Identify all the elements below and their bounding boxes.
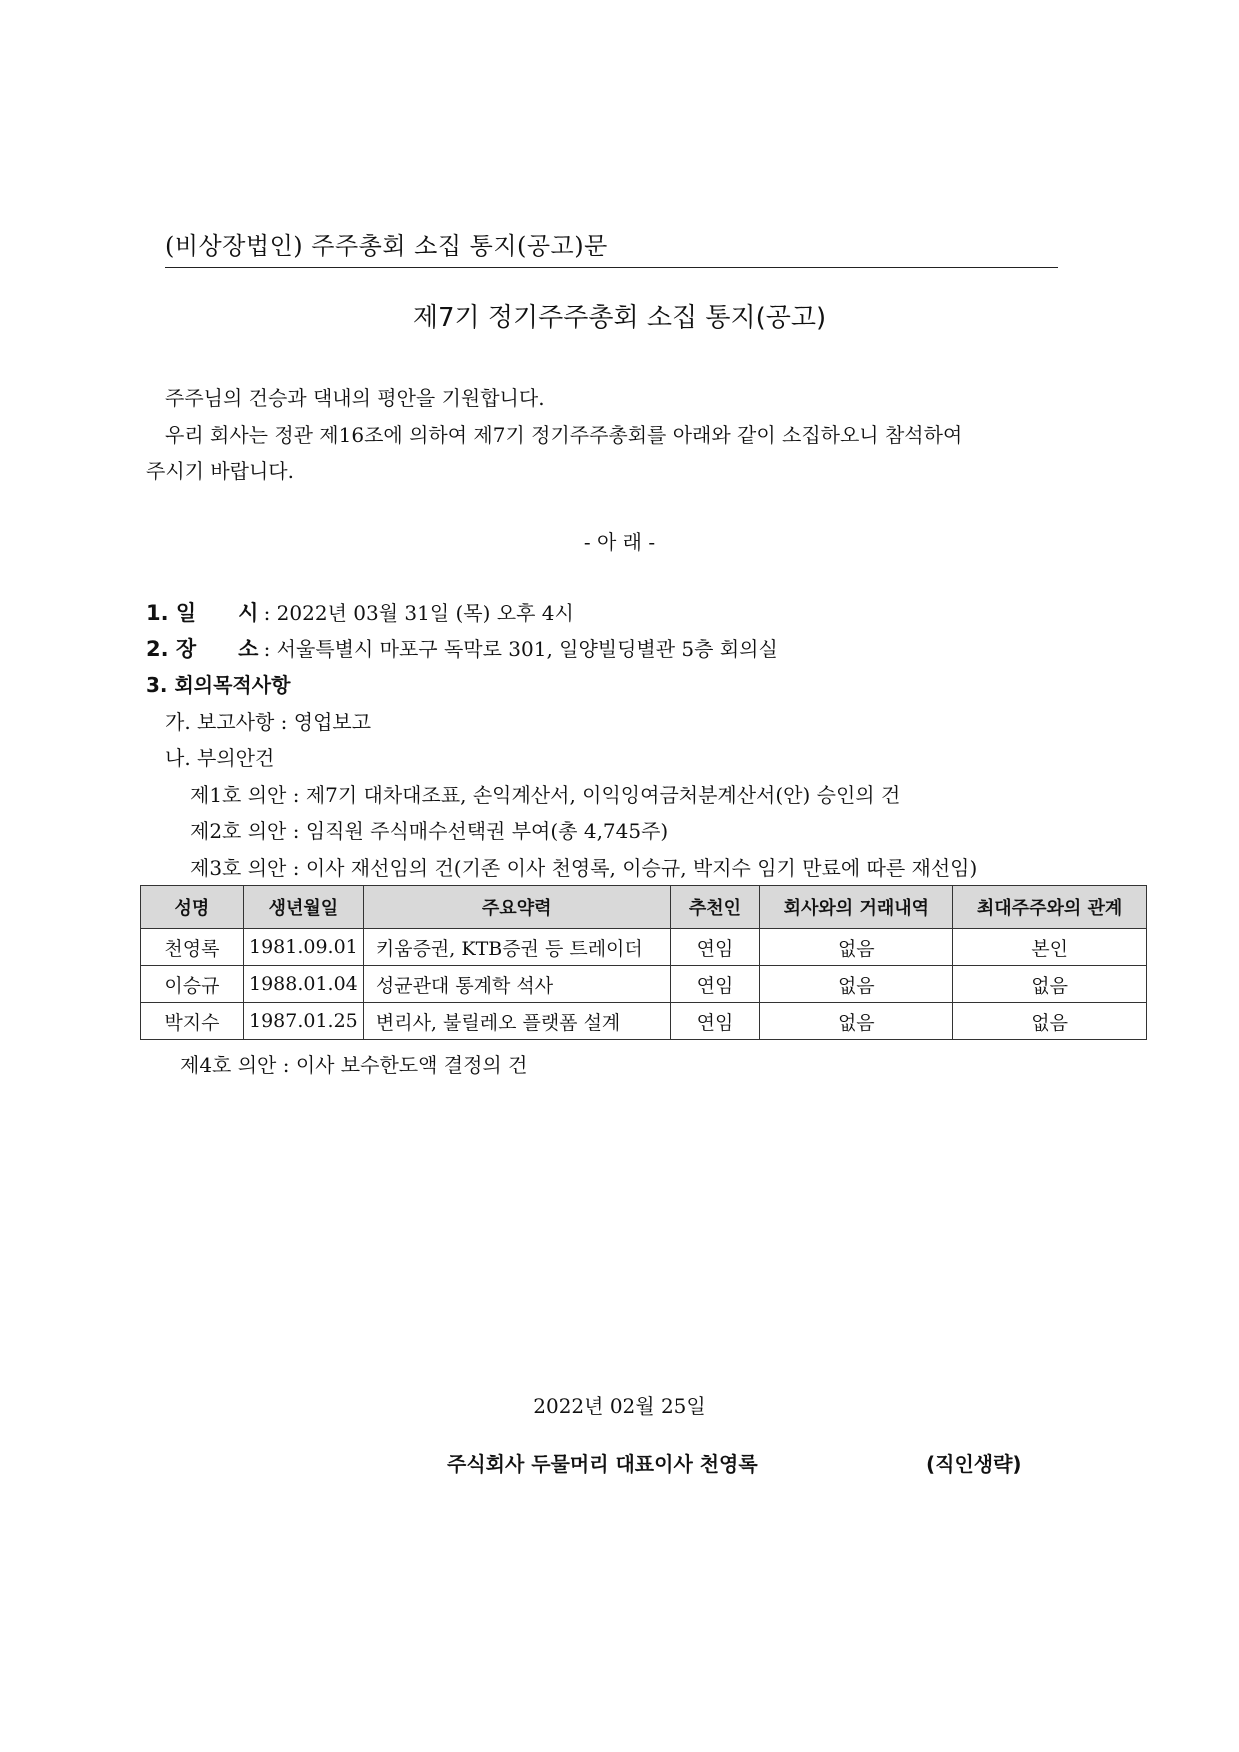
resolution-heading: 나. 부의안건 (165, 746, 275, 770)
item-date-label: 1. 일 시 (146, 601, 259, 625)
table-row (141, 1003, 1147, 1040)
cell-transactions: 없음 (760, 929, 953, 966)
report-item: 가. 보고사항 : 영업보고 (165, 710, 372, 734)
cell-birthdate: 1988.01.04 (243, 966, 363, 1003)
cell-recommender: 연임 (670, 929, 760, 966)
col-header-recommender: 추천인 (670, 886, 760, 929)
col-header-career: 주요약력 (363, 886, 670, 929)
table-row (141, 929, 1147, 966)
intro-line-1: 주주님의 건승과 댁내의 평안을 기원합니다. (165, 386, 545, 410)
item-place-label: 2. 장 소 (146, 637, 259, 661)
cell-relationship: 본인 (953, 929, 1147, 966)
intro-line-3: 주시기 바랍니다. (146, 459, 294, 483)
agenda-4: 제4호 의안 : 이사 보수한도액 결정의 건 (180, 1053, 528, 1077)
signer: 주식회사 두물머리 대표이사 천영록 (447, 1452, 758, 1476)
cell-recommender: 연임 (670, 1003, 760, 1040)
document-title: 제7기 정기주주총회 소집 통지(공고) (412, 303, 827, 333)
cell-name: 박지수 (141, 1003, 244, 1040)
cell-relationship: 없음 (953, 1003, 1147, 1040)
col-header-name: 성명 (141, 886, 244, 929)
item-place (146, 633, 778, 663)
col-header-relationship: 최대주주와의 관계 (953, 886, 1147, 929)
cell-name: 이승규 (141, 966, 244, 1003)
notice-date: 2022년 02월 25일 (533, 1394, 706, 1418)
cell-relationship: 없음 (953, 966, 1147, 1003)
cell-transactions: 없음 (760, 1003, 953, 1040)
cell-career: 변리사, 불릴레오 플랫폼 설계 (363, 1003, 670, 1040)
item-date (146, 597, 574, 627)
item-agenda-label: 3. 회의목적사항 (146, 673, 291, 697)
agenda-1: 제1호 의안 : 제7기 대차대조표, 손익계산서, 이익잉여금처분계산서(안) 승인의 건 (190, 783, 901, 807)
cell-recommender: 연임 (670, 966, 760, 1003)
below-marker: - 아 래 - (583, 530, 656, 554)
cell-transactions: 없음 (760, 966, 953, 1003)
item-date-value: : 2022년 03월 31일 (목) 오후 4시 (263, 601, 574, 625)
agenda-3: 제3호 의안 : 이사 재선임의 건(기존 이사 천영록, 이승규, 박지수 임기 만료에 따른 재선임) (190, 856, 978, 880)
seal-note: (직인생략) (926, 1452, 1022, 1476)
header-divider (165, 267, 1058, 268)
table-header-row (141, 886, 1147, 929)
intro-line-2: 우리 회사는 정관 제16조에 의하여 제7기 정기주주총회를 아래와 같이 소집하오니 참석하여 (165, 423, 963, 447)
director-table (140, 885, 1147, 1040)
table-row (141, 966, 1147, 1003)
agenda-2: 제2호 의안 : 임직원 주식매수선택권 부여(총 4,745주) (190, 819, 669, 843)
cell-career: 성균관대 통계학 석사 (363, 966, 670, 1003)
cell-career: 키움증권, KTB증권 등 트레이더 (363, 929, 670, 966)
col-header-transactions: 회사와의 거래내역 (760, 886, 953, 929)
col-header-birthdate: 생년월일 (243, 886, 363, 929)
cell-name: 천영록 (141, 929, 244, 966)
cell-birthdate: 1981.09.01 (243, 929, 363, 966)
header-title: (비상장법인) 주주총회 소집 통지(공고)문 (165, 232, 608, 260)
cell-birthdate: 1987.01.25 (243, 1003, 363, 1040)
item-place-value: : 서울특별시 마포구 독막로 301, 일양빌딩별관 5층 회의실 (263, 637, 778, 661)
